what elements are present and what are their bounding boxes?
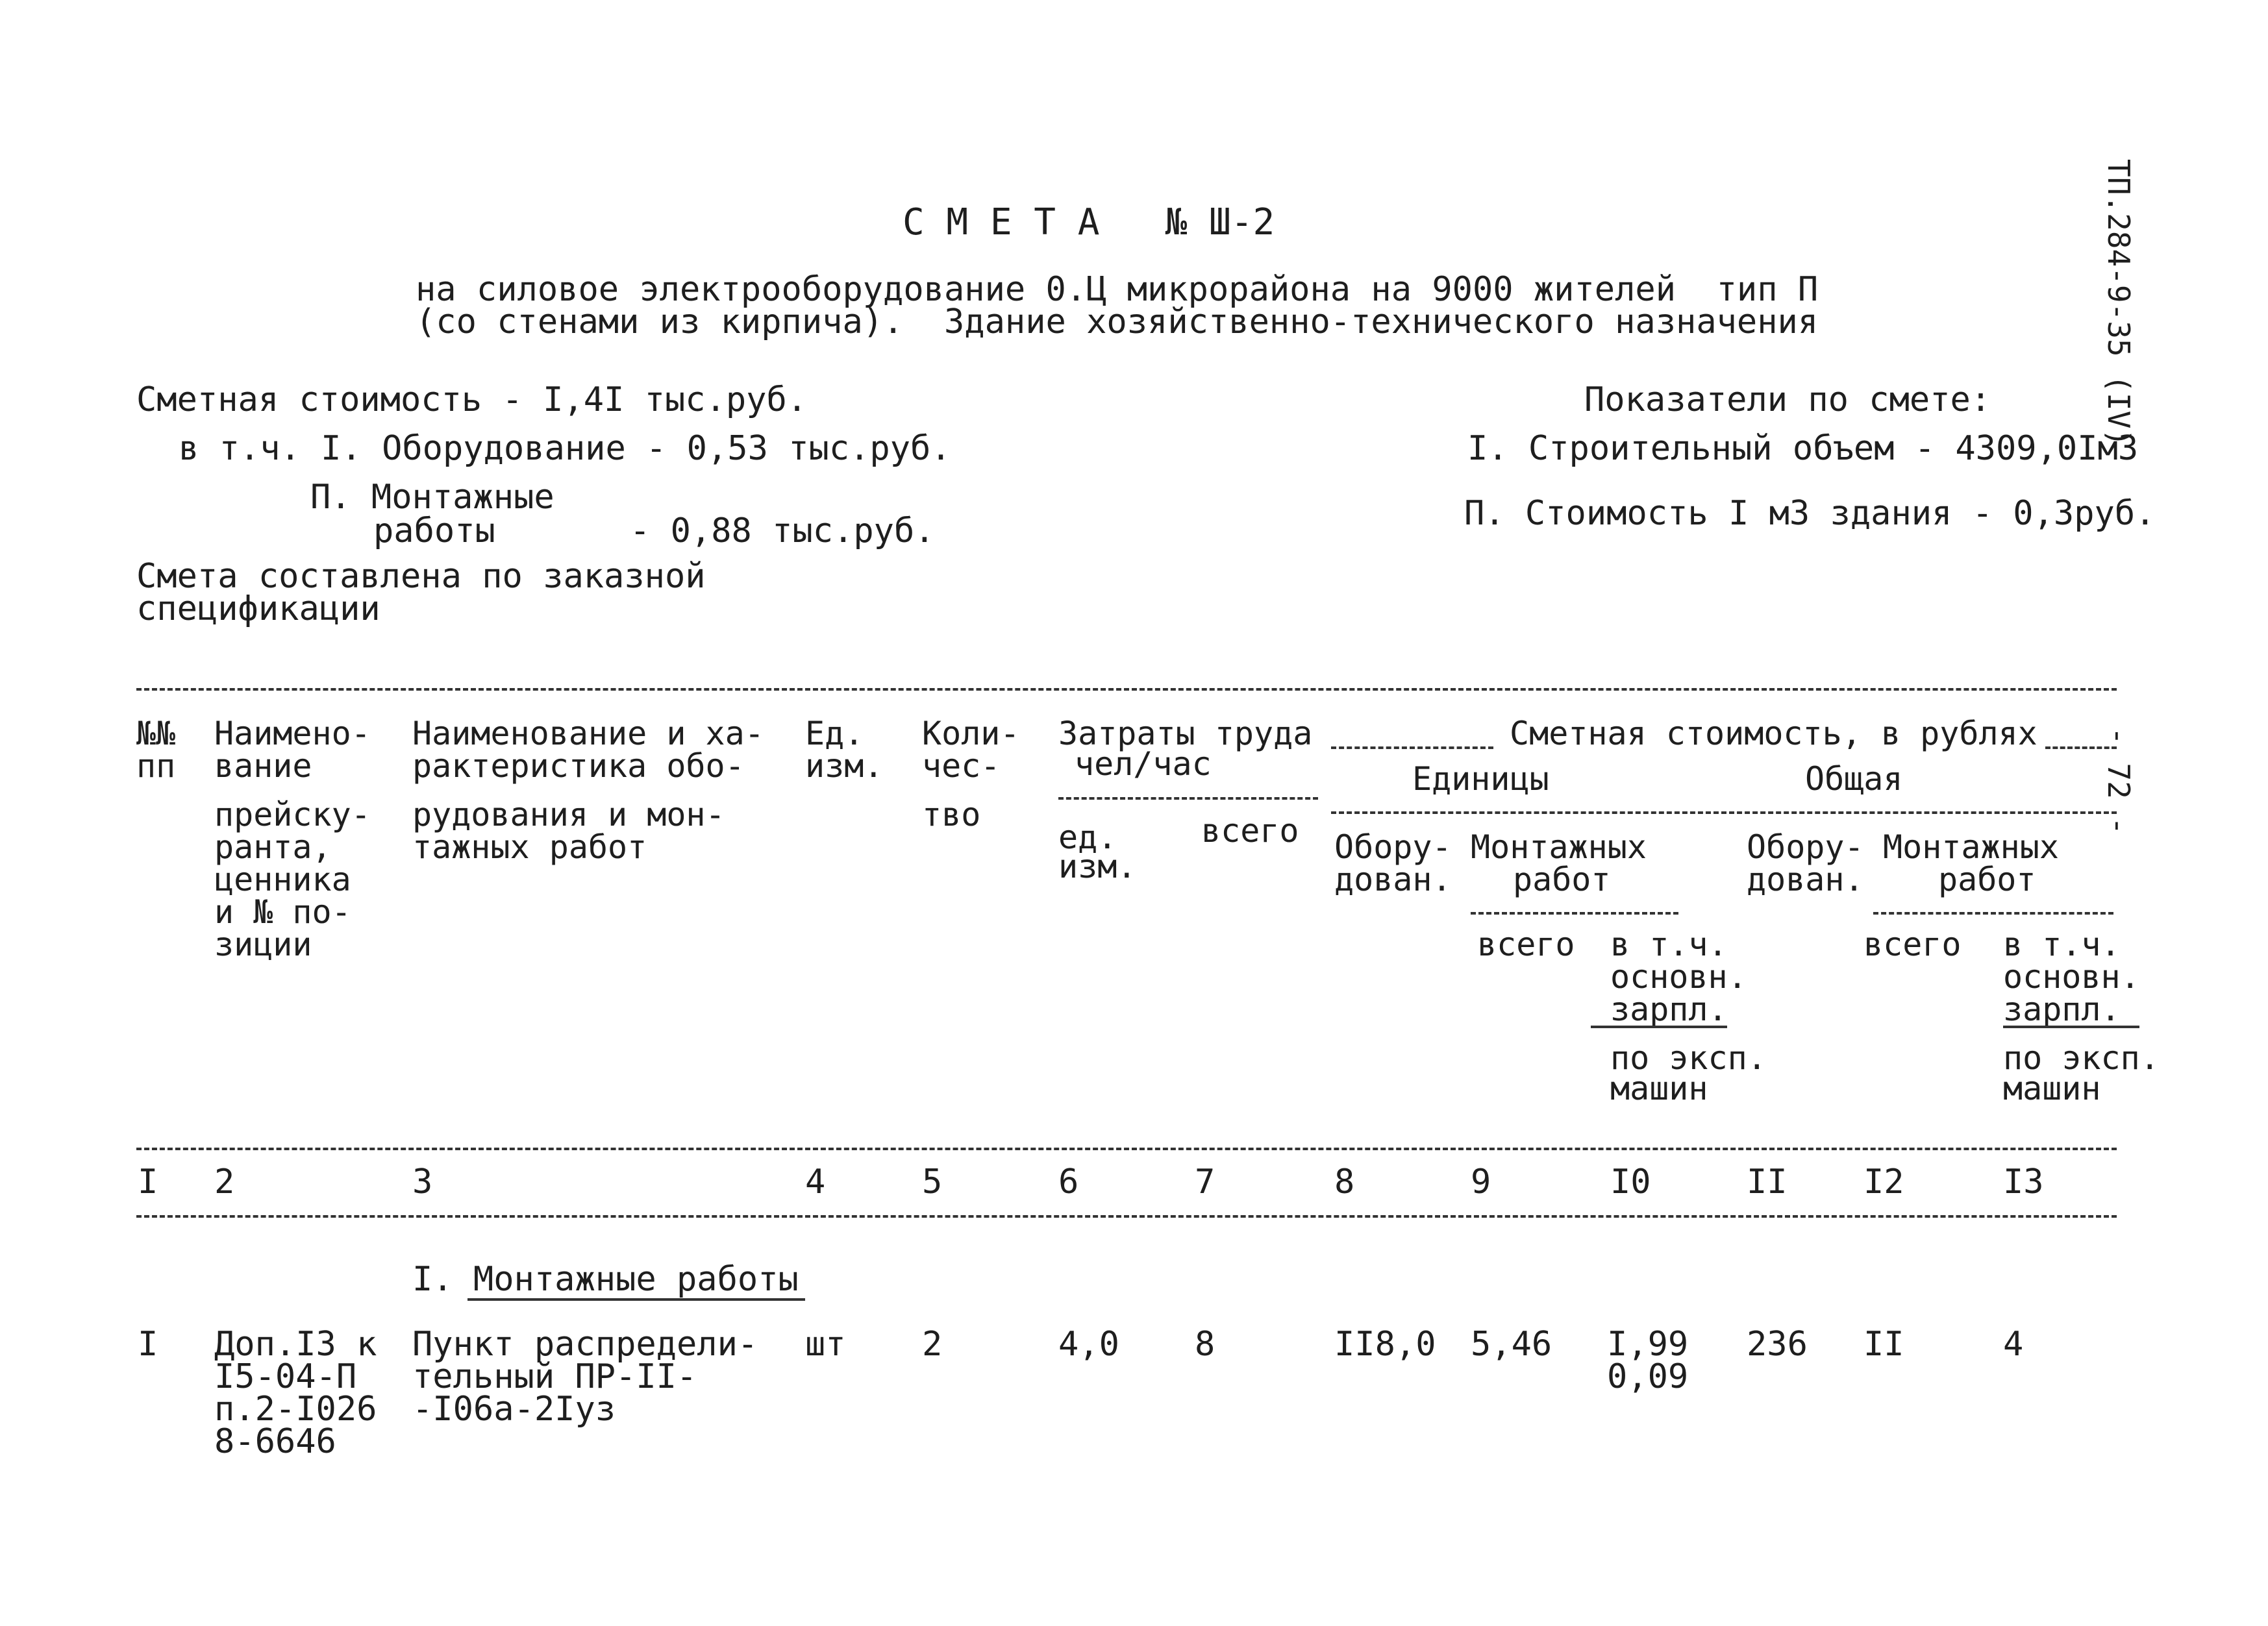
unit-mount-rule <box>1471 912 1678 915</box>
row-unit-mounting-total: 5,46 <box>1471 1325 1552 1364</box>
header-unit-mach-line1: по эксп. <box>1610 1039 1767 1077</box>
column-number-3: 3 <box>412 1163 433 1201</box>
row-quantity: 2 <box>922 1325 943 1364</box>
page-number: - 72 - <box>2101 727 2136 835</box>
header-col5-line2: чес- <box>922 747 1001 785</box>
spec-note-1: Смета составлена по заказной <box>136 557 706 596</box>
header-labor-line1: Затраты труда <box>1058 715 1313 752</box>
header-total-mach-line2: машин <box>2003 1070 2101 1107</box>
equipment-cost: в т.ч. I. Оборудование - 0,53 тыс.руб. <box>179 429 951 468</box>
row-total-equipment: 236 <box>1747 1325 1808 1364</box>
column-number-9: 9 <box>1471 1163 1491 1201</box>
row-total-salary: 4 <box>2003 1325 2024 1364</box>
header-unit-mount-line2: работ <box>1513 861 1611 898</box>
column-number-1: I <box>138 1163 158 1201</box>
spec-note-2: спецификации <box>136 589 380 628</box>
header-unit-incl-line2: основн. <box>1610 958 1747 996</box>
row-unit: шт <box>805 1325 846 1364</box>
header-col1-line2: пп <box>136 747 176 785</box>
header-total-incl-line2: основн. <box>2003 958 2140 996</box>
document-stamp: ТП.284-9-35 (IV) <box>2101 159 2136 447</box>
document-subtitle-1: на силовое электрооборудование 0.Ц микрорайона на 9000 жителей тип П <box>416 270 1819 309</box>
header-unit-incl-line3: зарпл. <box>1610 991 1728 1028</box>
row-code-line2: I5-04-П <box>214 1357 357 1396</box>
labor-group-rule <box>1058 797 1318 800</box>
header-total-mount-line1: Монтажных <box>1883 828 2059 866</box>
mounting-label-1: П. Монтажные <box>310 478 555 517</box>
header-col3-line2: рактеристика обо- <box>412 747 745 785</box>
document-subtitle-2: (со стенами из кирпича). Здание хозяйственно-технического назначения <box>416 302 1819 341</box>
header-total-group: Общая <box>1805 760 1903 798</box>
indicators-heading: Показатели по смете: <box>1584 380 1991 419</box>
header-labor-line2: чел/час <box>1075 745 1212 783</box>
table-top-rule <box>136 688 2117 691</box>
indicator-unit-cost: П. Стоимость I м3 здания - 0,3руб. <box>1464 494 2156 533</box>
total-mount-rule <box>1873 912 2113 915</box>
header-col1-line1: №№ <box>136 715 176 752</box>
header-total-incl-line3: зарпл. <box>2003 991 2121 1028</box>
column-number-12: I2 <box>1863 1163 1904 1201</box>
header-total-equip-line2: дован. <box>1747 861 1864 898</box>
header-col2-line2: вание <box>214 747 312 785</box>
section-title-underline <box>467 1298 805 1301</box>
row-code-line3: п.2-I026 <box>214 1390 377 1429</box>
header-cost-group: Сметная стоимость, в рублях <box>1510 715 2037 752</box>
header-unit-incl-line1: в т.ч. <box>1610 926 1728 963</box>
cost-subgroup-rule <box>1331 811 2117 814</box>
header-col2-line7: зиции <box>214 926 312 963</box>
header-unit-group: Единицы <box>1412 760 1549 798</box>
row-number: I <box>138 1325 158 1364</box>
mounting-label-2: работы <box>373 511 495 550</box>
cost-group-rule-right <box>2045 746 2117 749</box>
header-unit-equip-line1: Обору- <box>1334 828 1452 866</box>
header-unit-all: всего <box>1477 926 1575 963</box>
header-col2-line3: прейску- <box>214 796 371 833</box>
row-name-line1: Пункт распредели- <box>412 1325 758 1364</box>
unit-salary-rule <box>1591 1026 1727 1028</box>
header-col2-line4: ранта, <box>214 828 332 866</box>
header-unit-mount-line1: Монтажных <box>1471 828 1647 866</box>
indicator-volume: I. Строительный объем - 4309,0Iм3 <box>1467 429 2139 468</box>
header-total-incl-line1: в т.ч. <box>2003 926 2121 963</box>
header-col6-line1: ед. <box>1058 819 1117 856</box>
header-col7: всего <box>1201 812 1299 850</box>
row-code-line4: 8-6646 <box>214 1422 336 1461</box>
row-unit-mounting-machines: 0,09 <box>1607 1357 1689 1396</box>
estimated-cost: Сметная стоимость - I,4I тыс.руб. <box>136 380 808 419</box>
row-code-line1: Доп.I3 к <box>214 1325 377 1364</box>
column-number-6: 6 <box>1058 1163 1079 1201</box>
column-number-11: II <box>1747 1163 1788 1201</box>
column-number-4: 4 <box>805 1163 826 1201</box>
column-number-7: 7 <box>1195 1163 1215 1201</box>
row-labor-unit: 4,0 <box>1058 1325 1119 1364</box>
header-col3-line4: тажных работ <box>412 828 647 866</box>
header-col4-line1: Ед. <box>805 715 864 752</box>
row-total-mounting: II <box>1863 1325 1904 1364</box>
header-col3-line1: Наименование и ха- <box>412 715 764 752</box>
header-total-equip-line1: Обору- <box>1747 828 1864 866</box>
header-col5-line1: Коли- <box>922 715 1020 752</box>
cost-group-rule-left <box>1331 746 1493 749</box>
row-unit-mounting-salary: I,99 <box>1607 1325 1689 1364</box>
header-total-mount-line2: работ <box>1938 861 2036 898</box>
column-number-8: 8 <box>1334 1163 1355 1201</box>
column-numbers-top-rule <box>136 1148 2117 1150</box>
header-col5-line3: тво <box>922 796 981 833</box>
header-col3-line3: рудования и мон- <box>412 796 725 833</box>
header-total-mach-line1: по эксп. <box>2003 1039 2160 1077</box>
row-name-line2: тельный ПР-II- <box>412 1357 697 1396</box>
header-total-all: всего <box>1863 926 1962 963</box>
header-col6-line2: изм. <box>1058 848 1137 885</box>
column-number-10: I0 <box>1610 1163 1651 1201</box>
row-unit-equipment: II8,0 <box>1334 1325 1436 1364</box>
document-title: С М Е Т А № Ш-2 <box>903 201 1275 243</box>
total-salary-rule <box>2003 1026 2139 1028</box>
header-col2-line5: ценника <box>214 861 351 898</box>
row-name-line3: -I06а-2Iуз <box>412 1390 616 1429</box>
column-numbers-bottom-rule <box>136 1215 2117 1218</box>
header-col2-line6: и № по- <box>214 893 351 931</box>
header-unit-mach-line2: машин <box>1610 1070 1708 1107</box>
header-col2-line1: Наимено- <box>214 715 371 752</box>
column-number-5: 5 <box>922 1163 943 1201</box>
column-number-13: I3 <box>2003 1163 2044 1201</box>
section-title: I. Монтажные работы <box>412 1260 799 1299</box>
column-number-2: 2 <box>214 1163 235 1201</box>
row-labor-total: 8 <box>1195 1325 1215 1364</box>
header-unit-equip-line2: дован. <box>1334 861 1452 898</box>
mounting-cost: - 0,88 тыс.руб. <box>630 511 935 550</box>
header-col4-line2: изм. <box>805 747 884 785</box>
